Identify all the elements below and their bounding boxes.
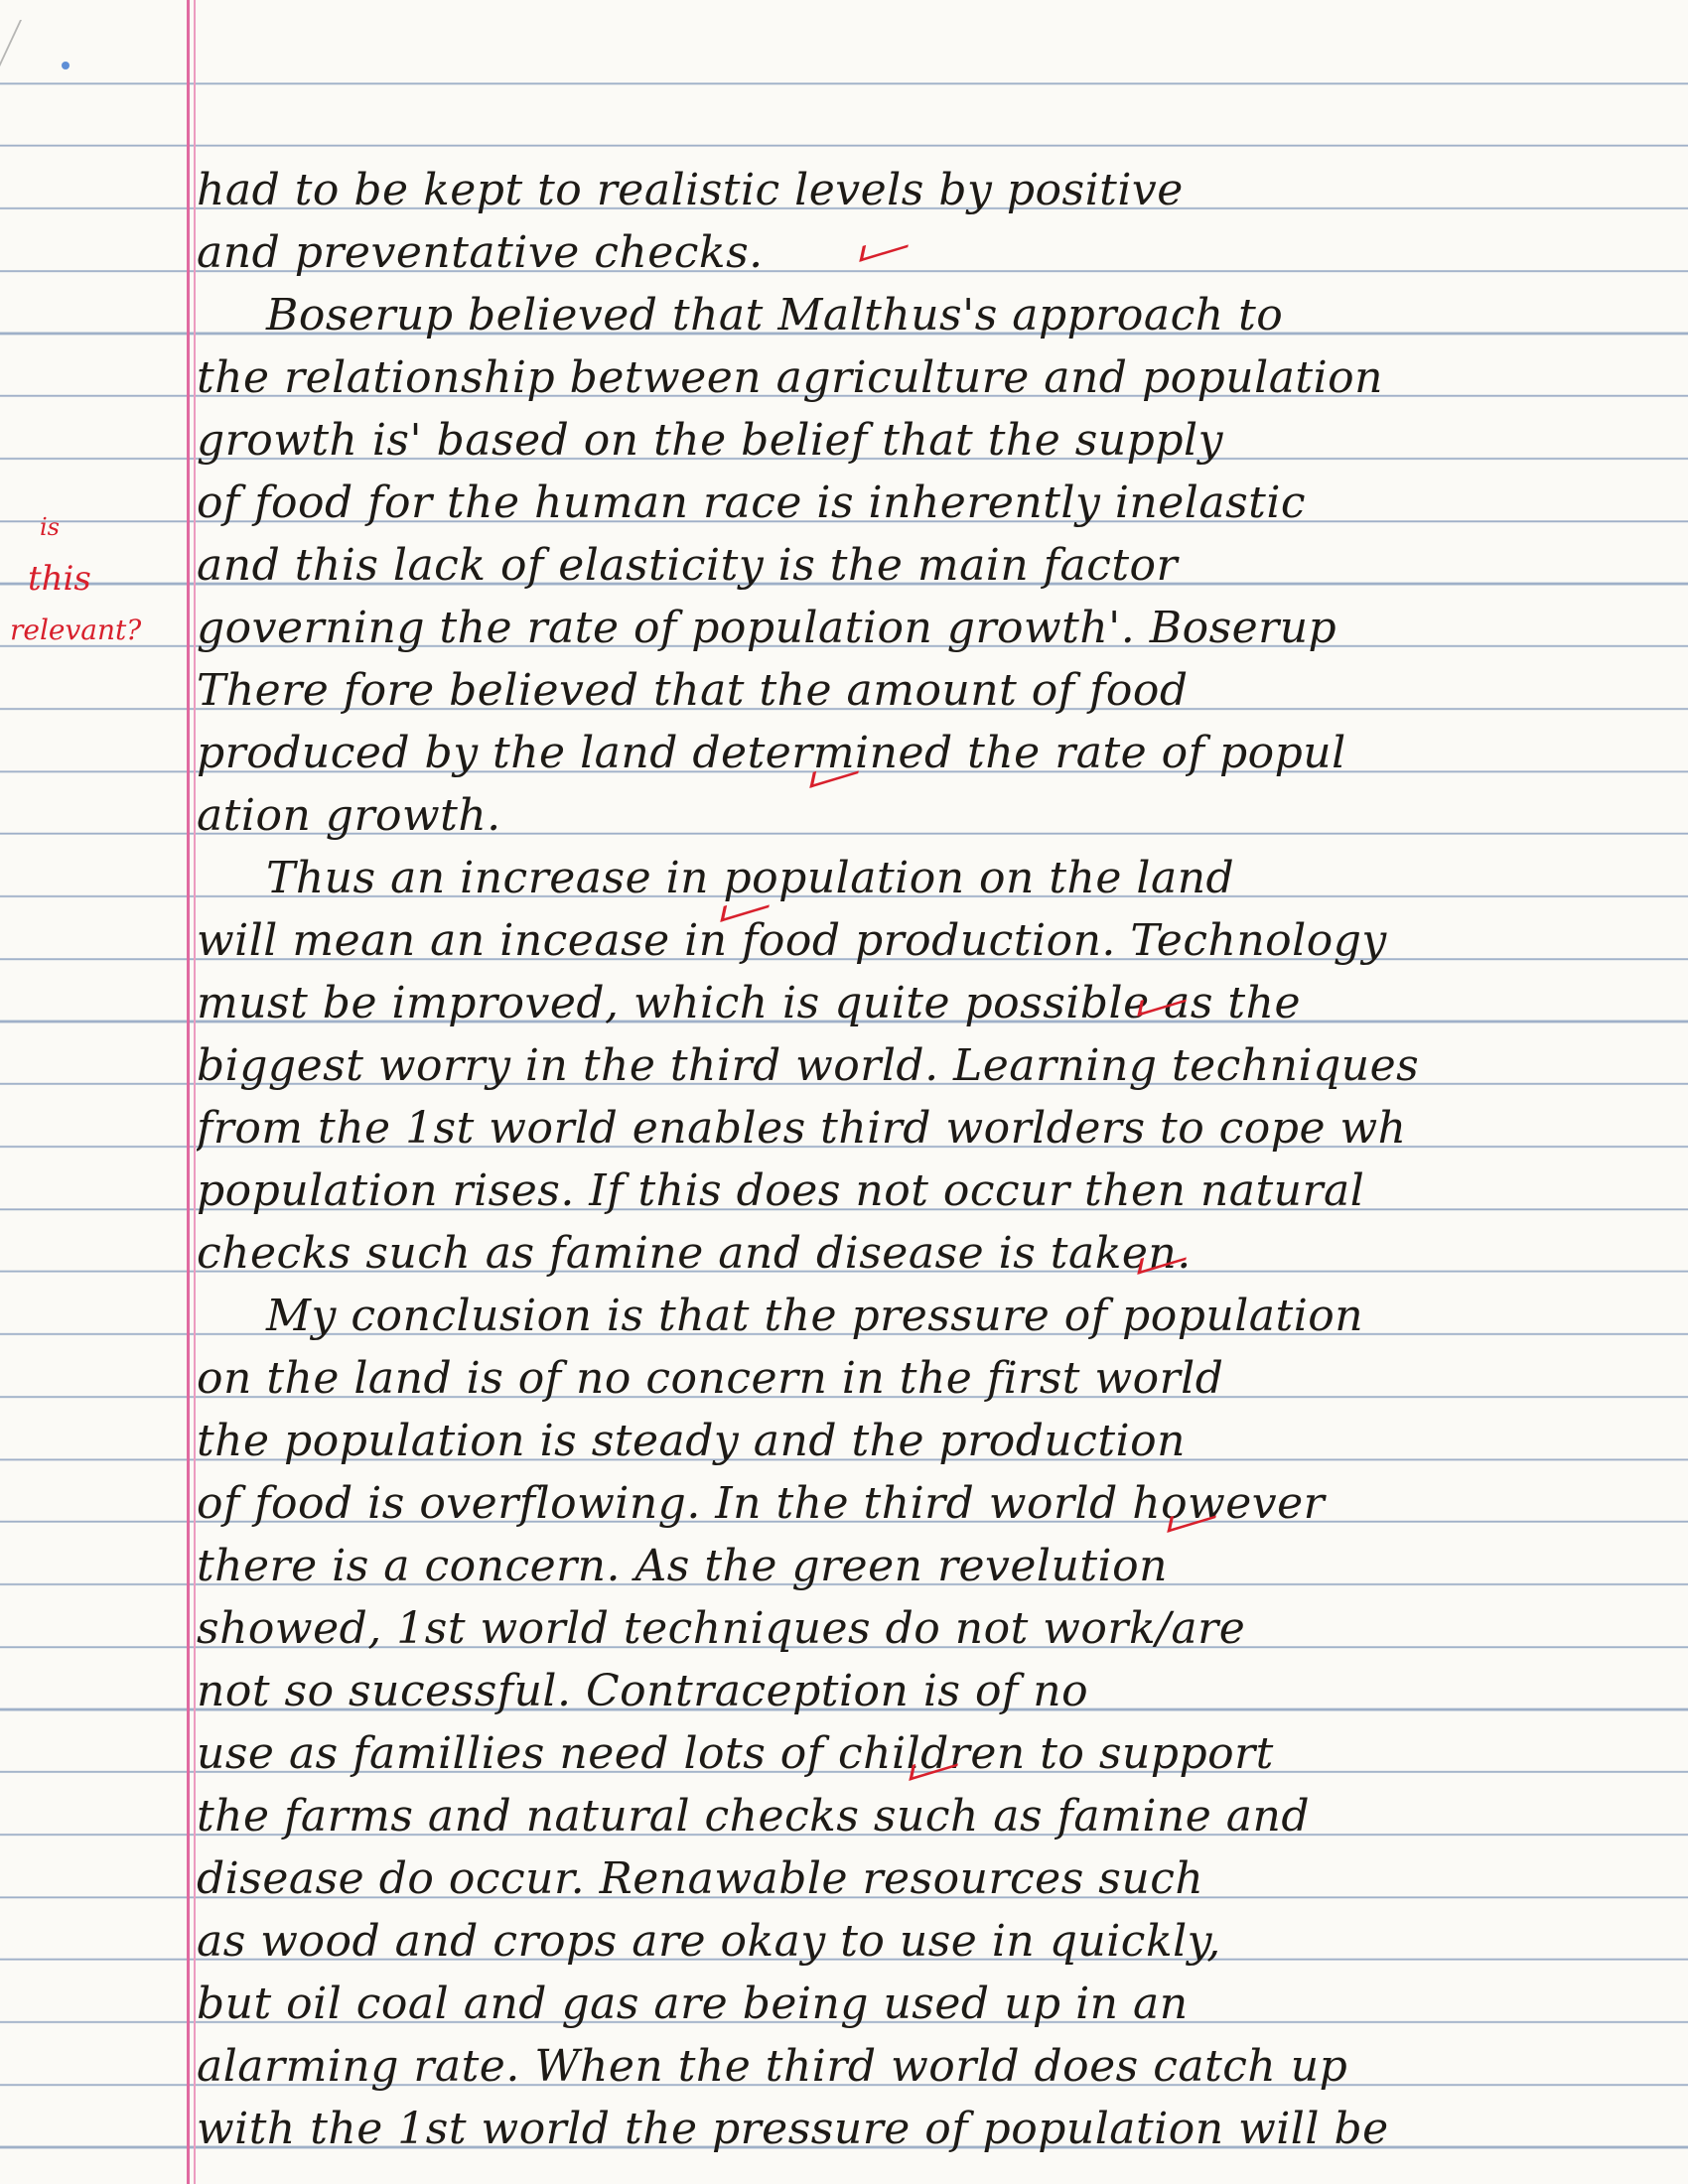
handwritten-line: My conclusion is that the pressure of population <box>266 1291 1364 1341</box>
handwritten-line: will mean an incease in food production. Technology <box>197 915 1387 966</box>
handwritten-line: There fore believed that the amount of food <box>197 665 1189 716</box>
handwritten-line: but oil coal and gas are being used up in an <box>197 1979 1189 2029</box>
handwritten-line: disease do occur. Renawable resources such <box>197 1853 1204 1904</box>
margin-note-line: relevant? <box>10 614 142 646</box>
handwritten-line: must be improved, which is quite possible as the <box>197 978 1301 1028</box>
handwritten-line: of food for the human race is inherently inelastic <box>197 478 1307 528</box>
handwritten-line: biggest worry in the third world. Learning techniques <box>197 1040 1420 1091</box>
handwritten-line: alarming rate. When the third world does catch up <box>197 2041 1348 2092</box>
handwritten-line: the farms and natural checks such as famine and <box>197 1791 1311 1842</box>
handwritten-line: use as famillies need lots of children to support <box>197 1728 1274 1779</box>
handwritten-essay-text <box>197 159 1636 2160</box>
handwritten-line: growth is' based on the belief that the supply <box>197 415 1223 466</box>
handwritten-line: not so sucessful. Contraception is of no <box>197 1666 1089 1716</box>
handwritten-line: showed, 1st world techniques do not work/are <box>197 1603 1246 1654</box>
handwritten-line: governing the rate of population growth'. Boserup <box>197 603 1337 653</box>
handwritten-line: population rises. If this does not occur then natural <box>197 1165 1365 1216</box>
handwritten-line: Boserup believed that Malthus's approach to <box>266 290 1284 341</box>
handwritten-line: Thus an increase in population on the land <box>266 853 1235 903</box>
handwritten-line: had to be kept to realistic levels by positive <box>197 165 1184 215</box>
teacher-margin-note <box>10 501 179 656</box>
handwritten-line: with the 1st world the pressure of population will be <box>197 2104 1389 2154</box>
handwritten-line: on the land is of no concern in the first world <box>197 1353 1224 1404</box>
corner-pencil-mark <box>0 20 71 79</box>
margin-rule-secondary <box>194 0 196 2184</box>
margin-note-line: this <box>28 559 91 599</box>
handwritten-line: ation growth. <box>197 790 501 841</box>
handwritten-line: and preventative checks. <box>197 227 764 278</box>
handwritten-line: checks such as famine and disease is taken. <box>197 1228 1192 1279</box>
handwritten-line: produced by the land determined the rate of popul <box>197 728 1346 778</box>
handwritten-line: the relationship between agriculture and population <box>197 352 1384 403</box>
handwritten-line: as wood and crops are okay to use in quickly, <box>197 1916 1221 1967</box>
handwritten-line: there is a concern. As the green revelution <box>197 1541 1168 1591</box>
margin-note-line: is <box>40 513 60 541</box>
blue-ink-dot <box>62 62 70 69</box>
handwritten-line: of food is overflowing. In the third world however <box>197 1478 1326 1529</box>
handwritten-line: the population is steady and the production <box>197 1416 1186 1466</box>
handwritten-line: from the 1st world enables third worlders to cope wh <box>197 1103 1407 1154</box>
handwritten-line: and this lack of elasticity is the main factor <box>197 540 1179 591</box>
margin-rule <box>187 0 190 2184</box>
